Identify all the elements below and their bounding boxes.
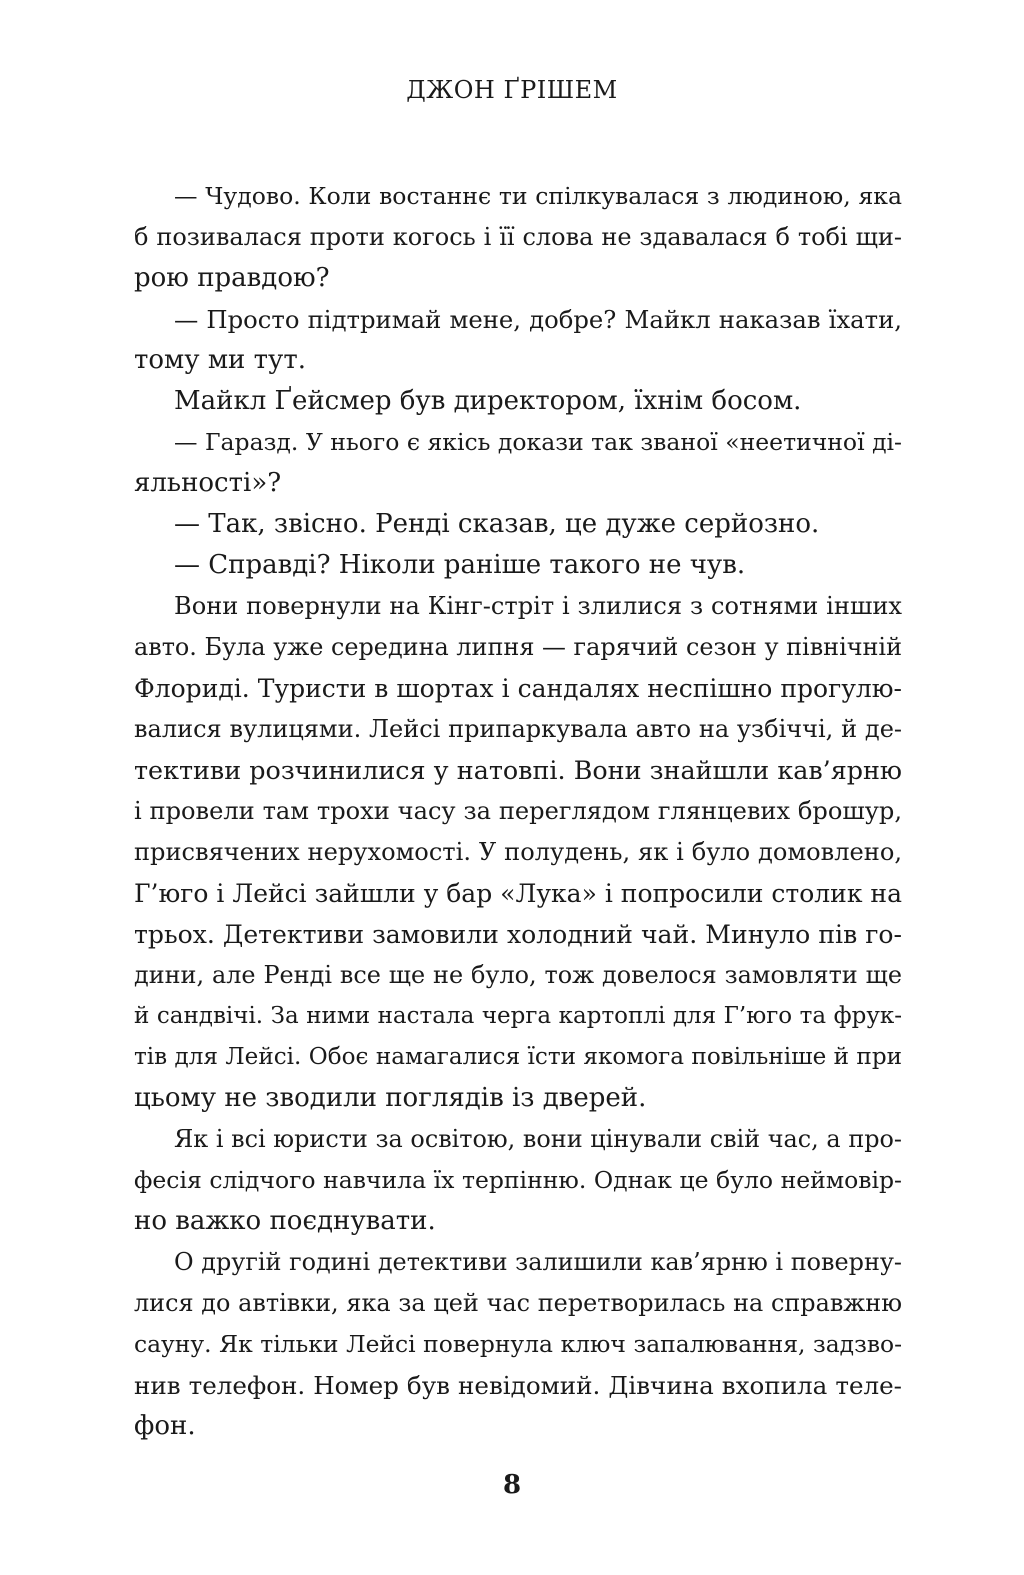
text-line: О другій годині детективи залишили кав’ярню і поверну- [174, 1248, 902, 1276]
body-text [134, 176, 902, 1447]
paragraph [134, 422, 902, 504]
text-line: — Чудово. Коли востаннє ти спілкувалася з людиною, яка [174, 182, 902, 210]
text-line: — Справді? Ніколи раніше такого не чув. [174, 550, 746, 580]
text-line: рою правдою? [134, 263, 330, 293]
text-line: — Гаразд. У нього є якісь докази так званої «неетичної ді- [174, 428, 902, 456]
text-line: трьох. Детективи замовили холодний чай. Минуло пів го- [134, 920, 902, 949]
text-line: фон. [134, 1411, 196, 1441]
text-line: й сандвічі. За ними настала черга картоплі для Г’юго та фрук- [134, 1003, 902, 1029]
paragraph [134, 381, 902, 422]
text-line: і провели там трохи часу за переглядом глянцевих брошур, [134, 797, 902, 825]
text-line: но важко поєднувати. [134, 1206, 436, 1236]
text-line: авто. Була уже середина липня — гарячий сезон у північній [134, 633, 902, 661]
text-line: присвячених нерухомості. У полудень, як і було домовлено, [134, 838, 902, 866]
paragraph [134, 504, 902, 545]
text-line: — Просто підтримай мене, добре? Майкл наказав їхати, [174, 305, 902, 334]
text-line: яльності»? [134, 468, 282, 498]
running-head-author: ДЖОН ҐРІШЕМ [406, 76, 618, 104]
paragraph [134, 545, 902, 586]
page-number: 8 [502, 1470, 522, 1500]
text-line: Г’юго і Лейсі зайшли у бар «Лука» і попросили столик на [134, 879, 902, 908]
paragraph [134, 586, 902, 1119]
text-line: тів для Лейсі. Обоє намагалися їсти якомога повільніше й при [134, 1044, 902, 1070]
text-line: сауну. Як тільки Лейсі повернула ключ запалювання, задзво- [134, 1330, 902, 1358]
text-line: лися до автівки, яка за цей час перетворилась на справжню [134, 1289, 902, 1317]
text-line: тому ми тут. [134, 345, 306, 375]
text-line: валися вулицями. Лейсі припаркувала авто на узбіччі, й де- [134, 715, 902, 743]
text-line: Як і всі юристи за освітою, вони цінували свій час, а про- [174, 1125, 902, 1153]
paragraph [134, 176, 902, 299]
paragraph [134, 299, 902, 381]
text-line: Вони повернули на Кінг-стріт і злилися з сотнями інших [174, 592, 902, 620]
text-line: Флориді. Туристи в шортах і сандалях неспішно прогулю- [134, 674, 902, 703]
text-line: Майкл Ґейсмер був директором, їхнім босом. [174, 386, 802, 416]
text-line: б позивалася проти когось і її слова не здавалася б тобі щи- [134, 223, 902, 251]
text-line: нив телефон. Номер був невідомий. Дівчина вхопила теле- [134, 1371, 902, 1400]
text-line: дини, але Ренді все ще не було, тож довелося замовляти ще [134, 961, 902, 989]
paragraph [134, 1119, 902, 1242]
text-line: тективи розчинилися у натовпі. Вони знайшли кав’ярню [134, 755, 902, 785]
paragraph [134, 1242, 902, 1447]
text-line: фесія слідчого навчила їх терпінню. Однак це було неймовір- [134, 1166, 902, 1194]
text-line: — Так, звісно. Ренді сказав, це дуже серйозно. [174, 509, 820, 539]
text-line: цьому не зводили поглядів із дверей. [134, 1083, 647, 1113]
